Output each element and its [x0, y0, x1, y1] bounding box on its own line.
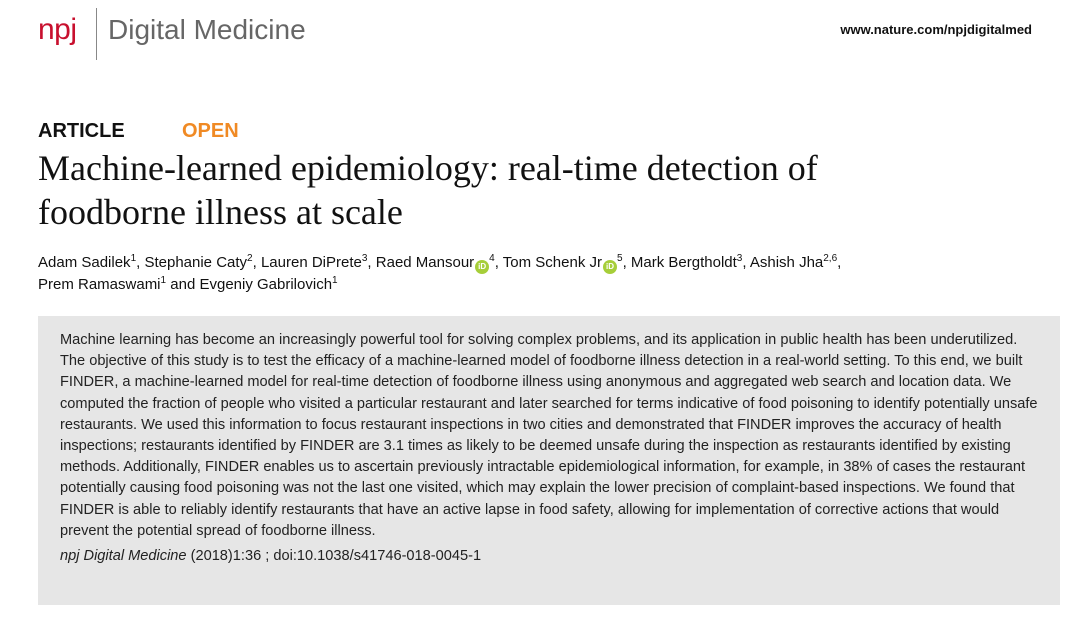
- journal-header: [38, 4, 1042, 60]
- author-affiliation: 1: [160, 275, 167, 286]
- author-name[interactable]: Mark Bergtholdt: [630, 254, 737, 271]
- author-name[interactable]: Raed Mansour: [375, 254, 475, 271]
- article-title: [38, 146, 1038, 234]
- author-name[interactable]: Lauren DiPrete: [260, 254, 362, 271]
- npj-logo[interactable]: npj: [38, 13, 77, 46]
- author-affiliation: 5: [617, 253, 623, 264]
- author-name[interactable]: Evgeniy Gabrilovich: [199, 276, 333, 293]
- journal-title[interactable]: Digital Medicine: [108, 14, 306, 45]
- article-title-line-2: foodborne illness at scale: [38, 192, 403, 232]
- author-affiliation: 1: [332, 275, 338, 286]
- author-list: Adam Sadilek$^1$, Stephanie Caty$^2$, Lauren DiPrete$^3$, Raed Mansour $iD^4$, Tom Schenk Jr $iD^5$, Mark Bergtholdt$^3$, Ashish Jha$^{2,6}$, Prem Ramaswami$^1$ and Evgeniy Gabrilovich$^1$: [38, 253, 842, 293]
- author-affiliation: 3: [736, 253, 743, 264]
- author-name[interactable]: Stephanie Caty: [144, 254, 248, 271]
- citation: [60, 546, 1038, 567]
- article-type-label: ARTICLE: [38, 120, 125, 142]
- citation-details[interactable]: (2018)1:36 ; doi:10.1038/s41746-018-0045-1: [186, 548, 482, 565]
- abstract-text: Machine learning has become an increasingly powerful tool for solving complex problems, and its application in public health has been underutilized. The objective of this study is to test the efficacy of a machine-learned model of foodborne illness detection in a real-world setting. To this end, we built FINDER, a machine-learned model for real-time detection of foodborne illness using anonymous and aggregated web search and location data. We computed the fraction of people who visited a particular restaurant and later searched for terms indicative of food poisoning to identify potentially unsafe restaurants. We used this information to focus restaurant inspections in two cities and demonstrated that FINDER improves the accuracy of health inspections; restaurants identified by FINDER are 3.1 times as likely to be deemed unsafe during the inspection as restaurants identified by existing methods. Additionally, FINDER enables us to ascertain previously intractable epidemiological information, for example, in 38% of cases the restaurant potentially causing food poisoning was not the last one visited, which may explain the lower precision of complaint-based inspections. We found that FINDER is able to reliably identify restaurants that have an active lapse in food safety, allowing for implementation of corrective actions that would prevent the potential spread of foodborne illness.: [60, 332, 1038, 539]
- journal-url-link[interactable]: www.nature.com/npjdigitalmed: [840, 22, 1032, 37]
- article-title-line-1: Machine-learned epidemiology: real-time detection of: [38, 148, 818, 188]
- author-affiliation: 4: [489, 253, 495, 264]
- citation-journal: npj Digital Medicine: [60, 548, 187, 565]
- author-affiliation: 2: [247, 253, 253, 264]
- orcid-icon[interactable]: iD: [475, 260, 489, 274]
- author-name[interactable]: Prem Ramaswami: [38, 276, 161, 293]
- author-name[interactable]: Ashish Jha: [749, 254, 824, 271]
- abstract-box: [38, 316, 1060, 605]
- orcid-icon[interactable]: iD: [603, 260, 617, 274]
- author-name[interactable]: Adam Sadilek: [38, 254, 131, 271]
- logo-divider: [96, 8, 97, 60]
- author-affiliation: 1: [130, 253, 137, 264]
- author-name[interactable]: Tom Schenk Jr: [502, 254, 602, 271]
- open-access-badge: OPEN: [182, 120, 239, 142]
- author-affiliation: 3: [361, 253, 368, 264]
- author-affiliation: 2,6: [823, 253, 838, 264]
